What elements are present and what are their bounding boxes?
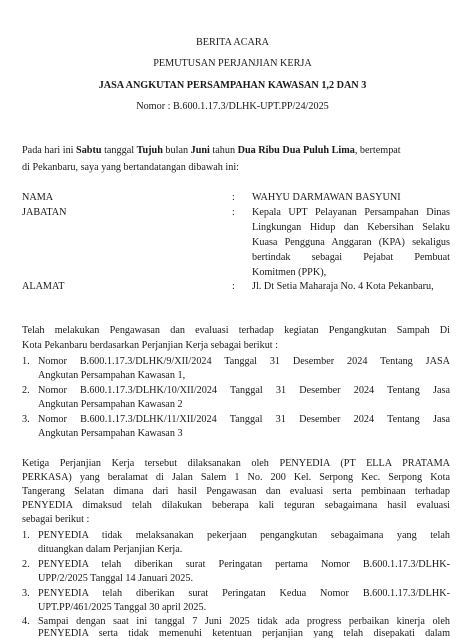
section2-item-line: Nomor B.600.1.17.3/DLHK/11/XII/2024 Tanggal 31 Desember 2024 Tentang Jasa bbox=[38, 414, 450, 425]
section3-line: sebagai berikut : bbox=[22, 514, 90, 525]
section2-item-line: Angkutan Persampahan Kawasan 2 bbox=[38, 399, 183, 410]
doc-subtitle: PEMUTUSAN PERJANJIAN KERJA bbox=[153, 58, 312, 69]
section3-item-number: 3. bbox=[22, 588, 30, 599]
section3-item-number: 4. bbox=[22, 616, 30, 627]
jabatan-line: Kepala UPT Pelayanan Persampahan Dinas bbox=[252, 207, 450, 218]
section2-item-number: 2. bbox=[22, 385, 30, 396]
section3-item-line: Sampai dengan saat ini tanggal 7 Juni 2025 tidak ada progress perbaikan kinerja oleh bbox=[38, 616, 450, 627]
alamat-label: ALAMAT bbox=[22, 281, 65, 292]
section2-item-line: Angkutan Persampahan Kawasan 3 bbox=[38, 428, 183, 439]
section3-item-line: PENYEDIA telah diberikan surat Peringatan pertama Nomor B.600.1.17.3/DLHK- bbox=[38, 559, 450, 570]
section2-item-number: 3. bbox=[22, 414, 30, 425]
section2-line-2: Kota Pekanbaru berdasarkan Perjanjian Kerja sebagai berikut : bbox=[22, 340, 279, 351]
jabatan-colon: : bbox=[232, 207, 235, 218]
opening-line-2: di Pekanbaru, saya yang bertandatangan dibawah ini: bbox=[22, 162, 239, 173]
section2-item-line: Angkutan Persampahan Kawasan 1, bbox=[38, 370, 186, 381]
alamat-colon: : bbox=[232, 281, 235, 292]
section3-item-number: 2. bbox=[22, 559, 30, 570]
alamat-value: Jl. Dt Setia Maharaja No. 4 Kota Pekanbaru, bbox=[252, 281, 434, 292]
doc-number: Nomor : B.600.1.17.3/DLHK-UPT.PP/24/2025 bbox=[136, 101, 329, 112]
section2-line-1: Telah melakukan Pengawasan dan evaluasi terhadap kegiatan Pengangkutan Sampah Di bbox=[22, 325, 450, 336]
doc-title: BERITA ACARA bbox=[195, 37, 270, 48]
section2-item-line: Nomor B.600.1.17.3/DLHK/9/XII/2024 Tanggal 31 Desember 2024 Tentang JASA bbox=[38, 356, 450, 367]
section3-line: Tangerang Selatan dimana dari hasil Pengawasan dan evaluasi serta pembinaan terhadap bbox=[22, 486, 450, 497]
section3-line: PENYEDIA dimaksud telah dilakukan beberapa kali teguran sebagaimana hasil evaluasi bbox=[22, 500, 450, 511]
section3-item-line: PENYEDIA telah diberikan surat Peringatan Kedua Nomor B.600.1.17.3/DLHK- bbox=[38, 588, 450, 599]
jabatan-line: Lingkungan Hidup dan Kebersihan Selaku bbox=[252, 222, 450, 233]
section3-line: PERKASA) yang beralamat di Jalan Salem 1 No. 200 Kel. Serpong Kec. Serpong Kota bbox=[22, 472, 450, 483]
section3-item-line: PENYEDIA serta tidak memenuhi ketentuan perjanjian yang telah disepakati dalam bbox=[38, 628, 450, 638]
section3-line: Ketiga Perjanjian Kerja tersebut dilaksanakan oleh PENYEDIA (PT ELLA PRATAMA bbox=[22, 458, 450, 469]
section3-item-line: dituangkan dalam Perjanjian Kerja. bbox=[38, 544, 183, 555]
section3-item-line: PENYEDIA tidak melaksanakan pekerjaan pengangkutan sebagaimana yang telah bbox=[38, 530, 450, 541]
jabatan-label: JABATAN bbox=[22, 207, 67, 218]
jabatan-line: bertindak sebagai Pejabat Pembuat bbox=[252, 252, 450, 263]
jabatan-line: Kuasa Pengguna Anggaran (KPA) sekaligus bbox=[252, 237, 450, 248]
doc-heading: JASA ANGKUTAN PERSAMPAHAN KAWASAN 1,2 DAN 3 bbox=[98, 80, 367, 91]
section3-item-line: UPT.PP/461/2025 Tanggal 30 april 2025. bbox=[38, 602, 207, 613]
section3-item-number: 1. bbox=[22, 530, 30, 541]
section2-item-number: 1. bbox=[22, 356, 30, 367]
opening-line-1: Pada hari ini Sabtu tanggal Tujuh bulan Juni tahun Dua Ribu Dua Puluh Lima, bertempat bbox=[22, 145, 401, 156]
jabatan-line: Komitmen (PPK), bbox=[252, 267, 327, 278]
section3-item-line: UPP/2/2025 Tanggal 14 Januari 2025. bbox=[38, 573, 194, 584]
nama-colon: : bbox=[232, 192, 235, 203]
nama-value: WAHYU DARMAWAN BASYUNI bbox=[252, 192, 401, 203]
section2-item-line: Nomor B.600.1.17.3/DLHK/10/XII/2024 Tanggal 31 Desember 2024 Tentang Jasa bbox=[38, 385, 450, 396]
nama-label: NAMA bbox=[22, 192, 54, 203]
